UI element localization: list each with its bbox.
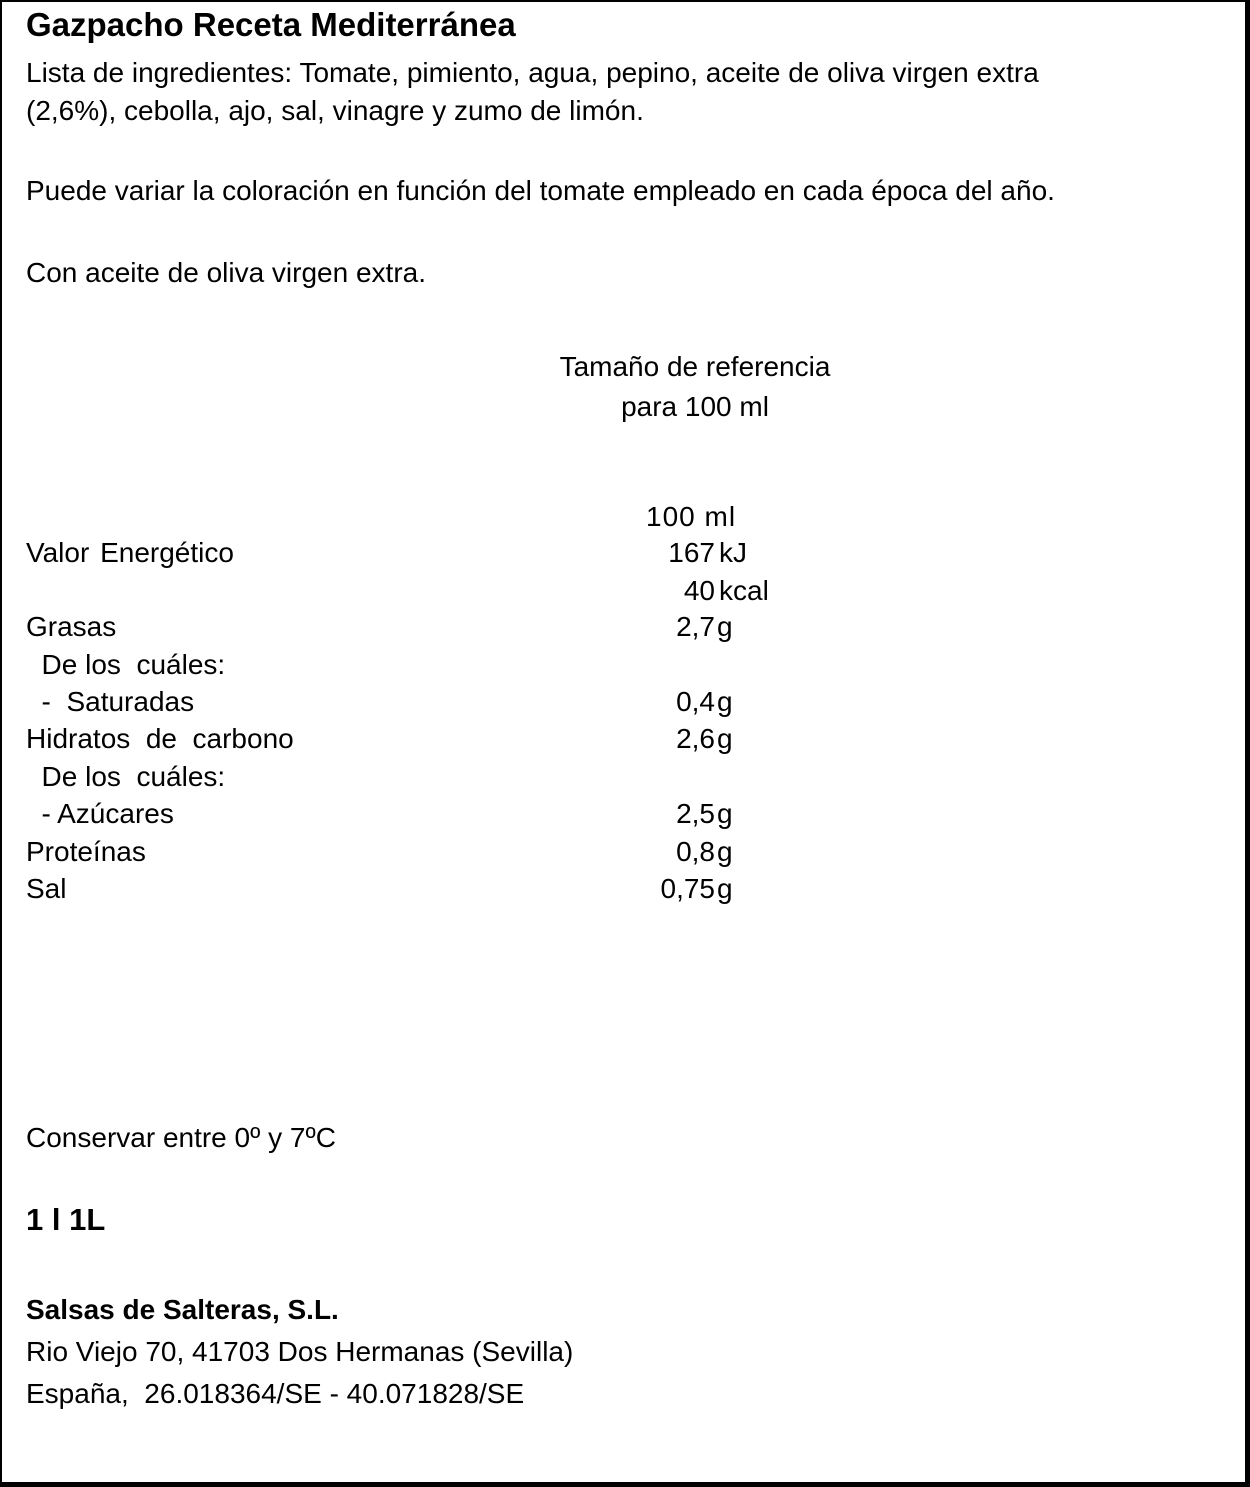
nutrient-value-fat: 2,7 (676, 611, 715, 642)
ingredients-line-1: Lista de ingredientes: Tomate, pimiento, agua, pepino, aceite de oliva virgen extra (26, 57, 1039, 88)
nutrient-label-fat: Grasas (26, 611, 117, 642)
energy-label: Valor Energético (26, 537, 234, 568)
nutrient-value-carbohydrates: 2,6 (676, 723, 715, 754)
energy-kj-value: 167 (668, 537, 715, 568)
ingredients-line-2: (2,6%), cebolla, ajo, sal, vinagre y zumo de limón. (26, 95, 644, 126)
reference-size-line-1: Tamaño de referencia (559, 351, 831, 382)
nutrient-label-of-which-fat: De los cuáles: (26, 649, 226, 680)
nutrient-label-carbohydrates: Hidratos de carbono (26, 723, 294, 754)
product-title: Gazpacho Receta Mediterránea (26, 6, 516, 43)
nutrient-unit-carbohydrates: g (717, 723, 733, 754)
color-note: Puede variar la coloración en función del tomate empleado en cada época del año. (26, 175, 1055, 206)
nutrient-unit-protein: g (717, 836, 733, 867)
net-quantity: 1 l 1L (26, 1202, 106, 1237)
nutrient-value-protein: 0,8 (676, 836, 715, 867)
nutrient-value-saturated: 0,4 (676, 686, 715, 717)
nutrient-unit-saturated: g (717, 686, 733, 717)
nutrient-label-sugars: - Azúcares (26, 798, 174, 829)
energy-kcal-value: 40 (683, 575, 715, 606)
nutrient-unit-salt: g (717, 873, 733, 904)
company-address: Rio Viejo 70, 41703 Dos Hermanas (Sevilla) (26, 1336, 574, 1367)
nutrient-label-saturated: - Saturadas (26, 686, 195, 717)
energy-kj-unit: kJ (719, 537, 747, 568)
company-name: Salsas de Salteras, S.L. (26, 1294, 339, 1325)
nutrition-column-header: 100 ml (646, 501, 737, 532)
storage-instructions: Conservar entre 0º y 7ºC (26, 1122, 336, 1153)
nutrient-unit-fat: g (717, 611, 733, 642)
company-country-registry: España, 26.018364/SE - 40.071828/SE (26, 1378, 525, 1409)
nutrient-label-salt: Sal (26, 873, 67, 904)
nutrient-value-sugars: 2,5 (676, 798, 715, 829)
reference-size-line-2: para 100 ml (621, 391, 769, 422)
energy-kcal-unit: kcal (719, 575, 769, 606)
oil-note: Con aceite de oliva virgen extra. (26, 257, 426, 288)
nutrient-value-salt: 0,75 (660, 873, 715, 904)
nutrient-label-of-which-carbs: De los cuáles: (26, 761, 226, 792)
nutrient-label-protein: Proteínas (26, 836, 146, 867)
nutrient-unit-sugars: g (717, 798, 733, 829)
